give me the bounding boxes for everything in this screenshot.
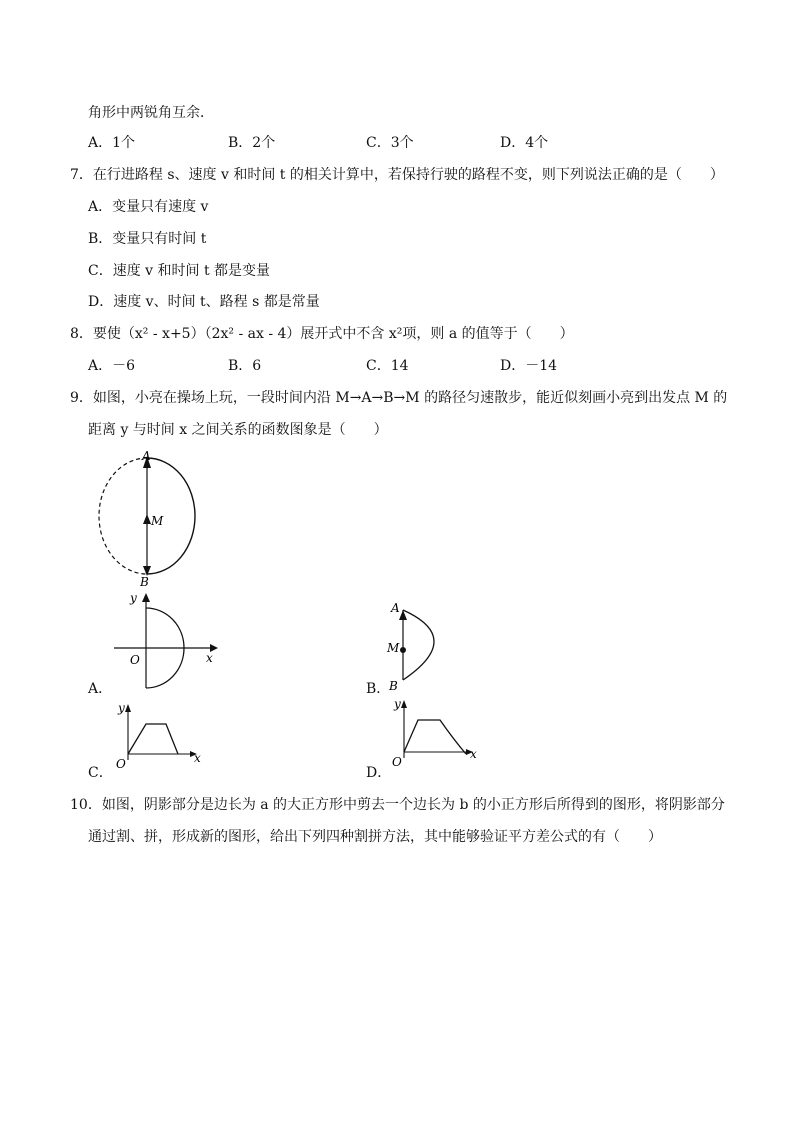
q8-option-d: D．－14 xyxy=(500,358,558,374)
q6-stem-tail: 角形中两锐角互余． xyxy=(88,105,214,121)
origin-label: O xyxy=(116,757,126,770)
label-a: A xyxy=(142,449,151,463)
q8-option-b: B．6 xyxy=(228,358,262,374)
q6-option-c: C．3个 xyxy=(366,135,414,151)
y-arrow-icon xyxy=(142,593,150,602)
label-b: B xyxy=(140,575,149,589)
q9-graph-d xyxy=(388,696,483,768)
dashed-arc xyxy=(99,458,147,574)
q9-graph-b xyxy=(385,598,460,698)
q9-graph-c xyxy=(112,700,207,770)
q9-option-a: A． xyxy=(88,681,113,697)
label-a: A xyxy=(391,601,400,615)
y-arrow-icon xyxy=(401,700,407,708)
q10-stem-line2: 通过割、拼，形成新的图形，给出下列四种割拼方法，其中能够验证平方差公式的有（ ） xyxy=(88,829,662,845)
axis-label-y: y xyxy=(130,591,137,605)
axis-label-x: x xyxy=(470,747,477,761)
q7-option-b: B．变量只有时间 t xyxy=(88,231,207,247)
q8-stem: 8．要使（x² - x+5）（2x² - ax - 4）展开式中不含 x²项，则 a 的值等于（ ） xyxy=(70,326,574,342)
label-m: M xyxy=(151,514,164,528)
axis-label-x: x xyxy=(206,651,213,665)
q6-option-d: D．4个 xyxy=(500,135,549,151)
axis-label-y: y xyxy=(394,697,401,711)
arrow-up-icon xyxy=(143,514,151,524)
origin-label: O xyxy=(130,653,140,667)
q6-option-a: A．1个 xyxy=(88,135,136,151)
axis-label-x: x xyxy=(194,751,201,765)
q9-path-figure xyxy=(80,448,210,590)
q10-stem-line1: 10．如图，阴影部分是边长为 a 的大正方形中剪去一个边长为 b 的小正方形后所得到的图形，将阴影部分 xyxy=(70,797,725,813)
q7-option-c: C．速度 v 和时间 t 都是变量 xyxy=(88,263,271,279)
q7-stem: 7．在行进路程 s、速度 v 和时间 t 的相关计算中，若保持行驶的路程不变，则下列说法正确的是（ ） xyxy=(70,167,724,183)
axis-label-y: y xyxy=(118,701,125,715)
q9-graph-a xyxy=(108,590,223,695)
label-b: B xyxy=(389,679,398,693)
q9-option-d: D． xyxy=(366,765,392,781)
point-m xyxy=(400,647,406,653)
q9-option-c: C． xyxy=(88,765,113,781)
q7-option-d: D．速度 v、时间 t、路程 s 都是常量 xyxy=(88,294,320,310)
origin-label: O xyxy=(392,755,402,768)
y-arrow-icon xyxy=(125,704,131,712)
q9-stem-line2: 距离 y 与时间 x 之间关系的函数图象是（ ） xyxy=(88,422,388,438)
q8-option-a: A．－6 xyxy=(88,358,136,374)
q6-option-b: B．2个 xyxy=(228,135,276,151)
q9-option-b: B． xyxy=(366,681,391,697)
q8-option-c: C．14 xyxy=(366,358,409,374)
label-m: M xyxy=(387,641,400,655)
q9-stem-line1: 9．如图，小亮在操场上玩，一段时间内沿 M→A→B→M 的路径匀速散步，能近似刻画小亮到出发点 M 的 xyxy=(70,390,728,406)
q7-option-a: A．变量只有速度 v xyxy=(88,199,209,215)
